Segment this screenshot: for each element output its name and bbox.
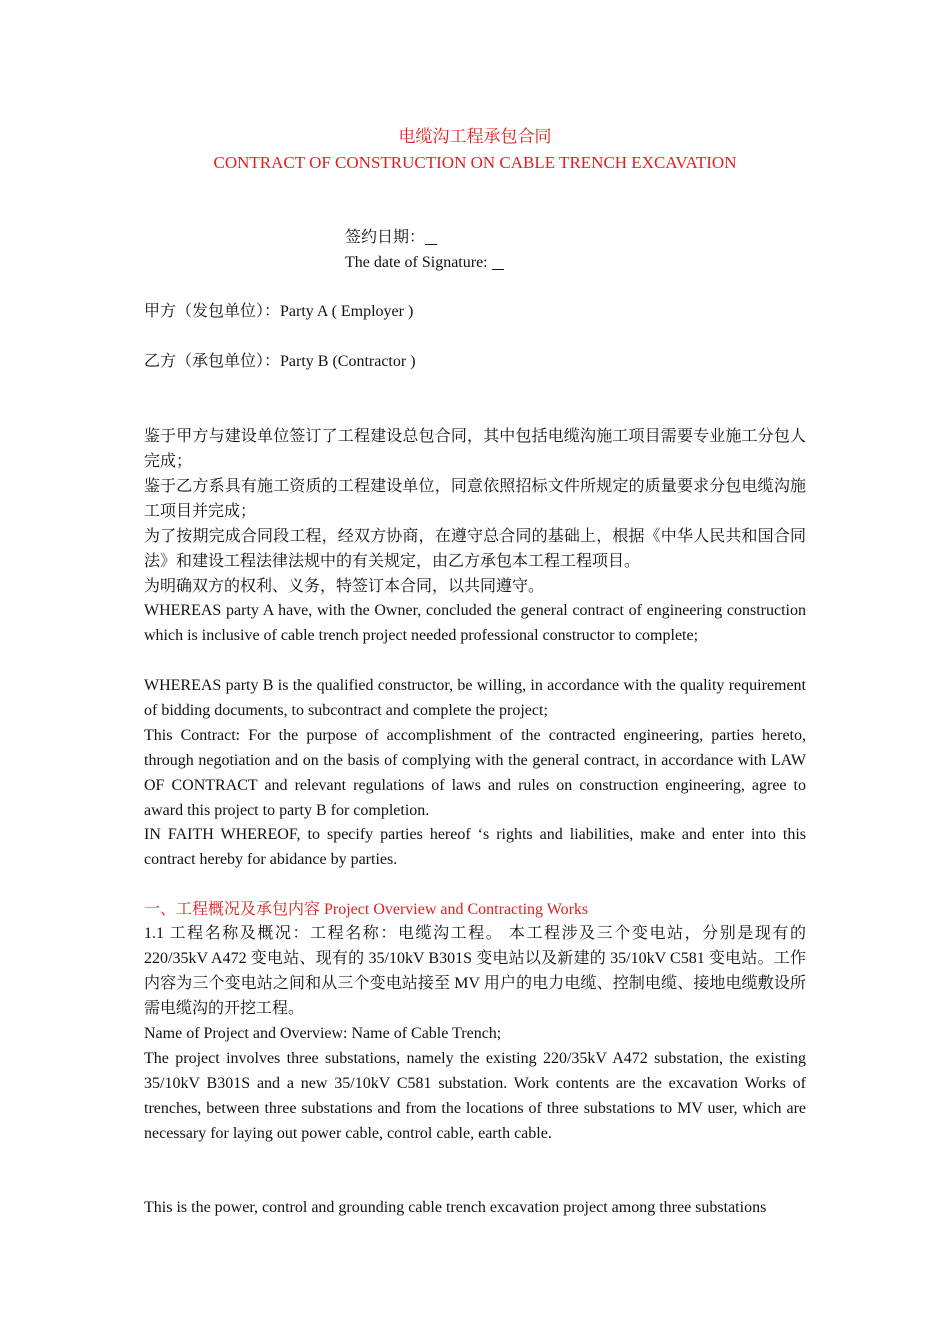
preamble-cn-3: 为了按期完成合同段工程，经双方协商，在遵守总合同的基础上，根据《中华人民共和国合同法》和建设工程法律法规中的有关规定，由乙方承包本工程工程项目。 xyxy=(144,528,806,570)
preamble-cn-2: 鉴于乙方系具有施工资质的工程建设单位，同意依照招标文件所规定的质量要求分包电缆沟施工项目并完成； xyxy=(144,478,806,520)
signature-date-en xyxy=(345,250,504,275)
clause-1-1-cn: 1.1 工程名称及概况：工程名称：电缆沟工程。 本工程涉及三个变电站，分别是现有的220/35kV A472 变电站、现有的 35/10kV B301S 变电站以及新建的 35/10kV C581 变电站。工作内容为三个变电站之间和从三个变电站接至 MV 用户的电力电缆、控制电缆、接地电缆敷设所需电缆沟的开挖工程。 xyxy=(144,925,806,1017)
preamble-en-1: WHEREAS party A have, with the Owner, concluded the general contract of engineering construction which is inclusive of cable trench project needed professional constructor to complete; xyxy=(144,602,806,644)
project-name-line: Name of Project and Overview: Name of Cable Trench; xyxy=(144,1025,502,1042)
party-b: 乙方（承包单位）：Party B (Contractor ) xyxy=(144,353,416,370)
signature-date-cn-label: 签约日期： xyxy=(345,229,426,246)
signature-date-en-label: The date of Signature: xyxy=(345,254,492,271)
signature-date-blank xyxy=(425,230,437,245)
section-1-heading: 一、工程概况及承包内容 Project Overview and Contracting Works xyxy=(144,901,589,918)
party-a: 甲方（发包单位）：Party A ( Employer ) xyxy=(144,303,414,320)
preamble-en-2: WHEREAS party B is the qualified constructor, be willing, in accordance with the quality requirement of bidding documents, to subcontract and complete the project; xyxy=(144,677,806,719)
title-english: CONTRACT OF CONSTRUCTION ON CABLE TRENCH EXCAVATION xyxy=(213,153,737,172)
preamble-cn-1: 鉴于甲方与建设单位签订了工程建设总包合同，其中包括电缆沟施工项目需要专业施工分包人完成； xyxy=(144,428,806,470)
signature-date-en-blank xyxy=(492,255,504,270)
project-overview-en: The project involves three substations, namely the existing 220/35kV A472 substation, the existing 35/10kV B301S and a new 35/10kV C581 substation. Work contents are the excavation Works of trenches, between three substations and from the locations of three substations to MV user, which are necessary for laying out power cable, control cable, earth cable. xyxy=(144,1050,806,1142)
preamble-en-4: IN FAITH WHEREOF, to specify parties hereof ‘s rights and liabilities, make and enter into this contract hereby for abidance by parties. xyxy=(144,826,806,868)
preamble-en-3: This Contract: For the purpose of accomplishment of the contracted engineering, parties hereto, through negotiation and on the basis of complying with the general contract, in accordance with LAW OF CONTRACT and relevant regulations of laws and rules on construction engineering, agree to award this project to party B for completion. xyxy=(144,727,806,819)
preamble-cn-4: 为明确双方的权利、义务，特签订本合同，以共同遵守。 xyxy=(144,578,545,595)
closing-line: This is the power, control and grounding cable trench excavation project among three substations xyxy=(144,1199,767,1216)
signature-date-cn xyxy=(345,225,437,250)
title-chinese: 电缆沟工程承包合同 xyxy=(398,127,552,146)
